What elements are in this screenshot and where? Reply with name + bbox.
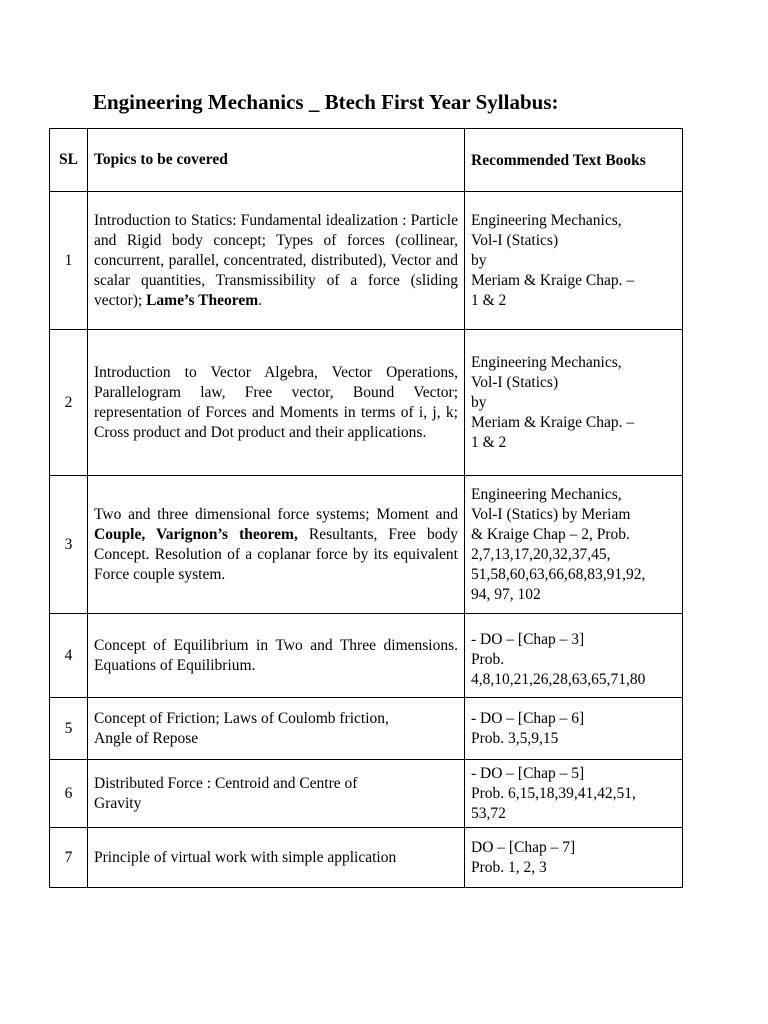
row-sl: 3 <box>50 476 88 614</box>
row-book: Engineering Mechanics, Vol-I (Statics) by Meriam & Kraige Chap – 2, Prob. 2,7,13,17,20,32,37,45, 51,58,60,63,66,68,83,91,92, 94, 97, 102 <box>465 476 683 614</box>
row-topic: Introduction to Vector Algebra, Vector Operations, Parallelogram law, Free vector, Bound Vector; representation of Forces and Moments in terms of i, j, k; Cross product and Dot product and their applications. <box>88 330 465 476</box>
topic-text: Two and three dimensional force systems; Moment and <box>94 505 458 523</box>
header-topics: Topics to be covered <box>88 129 465 192</box>
topic-bold: Lame’s Theorem <box>146 291 259 309</box>
table-row <box>50 760 683 828</box>
row-topic <box>88 476 465 614</box>
header-row <box>50 129 683 192</box>
topic-bold: Couple, Varignon’s theorem, <box>94 525 298 543</box>
row-book: - DO – [Chap – 3] Prob. 4,8,10,21,26,28,63,65,71,80 <box>465 614 683 698</box>
table-row <box>50 330 683 476</box>
row-topic: Principle of virtual work with simple application <box>88 828 465 888</box>
row-sl: 1 <box>50 192 88 330</box>
row-topic <box>88 192 465 330</box>
row-book: Engineering Mechanics, Vol-I (Statics) by Meriam & Kraige Chap. – 1 & 2 <box>465 330 683 476</box>
syllabus-table <box>49 128 683 888</box>
table-row <box>50 698 683 760</box>
row-book: - DO – [Chap – 5] Prob. 6,15,18,39,41,42,51, 53,72 <box>465 760 683 828</box>
row-book: Engineering Mechanics, Vol-I (Statics) by Meriam & Kraige Chap. – 1 & 2 <box>465 192 683 330</box>
row-sl: 6 <box>50 760 88 828</box>
topic-text: Introduction to Statics: Fundamental idealization : Particle and Rigid body concept; Types of forces (collinear, concurrent, parallel, concentrated, distributed), Vector and scalar quantities, Transmissibility of a force (sliding vector); <box>94 211 458 309</box>
row-topic: Distributed Force : Centroid and Centre of Gravity <box>88 760 465 828</box>
table-row <box>50 476 683 614</box>
row-topic: Concept of Friction; Laws of Coulomb friction, Angle of Repose <box>88 698 465 760</box>
table-row <box>50 614 683 698</box>
row-sl: 4 <box>50 614 88 698</box>
row-sl: 7 <box>50 828 88 888</box>
table-row <box>50 828 683 888</box>
row-sl: 5 <box>50 698 88 760</box>
row-sl: 2 <box>50 330 88 476</box>
topic-tail: . <box>258 291 263 309</box>
header-books: Recommended Text Books <box>465 129 683 192</box>
row-book: - DO – [Chap – 6] Prob. 3,5,9,15 <box>465 698 683 760</box>
table-row <box>50 192 683 330</box>
topic-text-2: Resultants, Free body Concept. Resolution of a coplanar force by its equivalent Force couple system. <box>94 525 459 583</box>
header-sl: SL <box>50 129 88 192</box>
row-book: DO – [Chap – 7] Prob. 1, 2, 3 <box>465 828 683 888</box>
page-title: Engineering Mechanics _ Btech First Year Syllabus: <box>93 90 559 114</box>
row-topic: Concept of Equilibrium in Two and Three dimensions. Equations of Equilibrium. <box>88 614 465 698</box>
